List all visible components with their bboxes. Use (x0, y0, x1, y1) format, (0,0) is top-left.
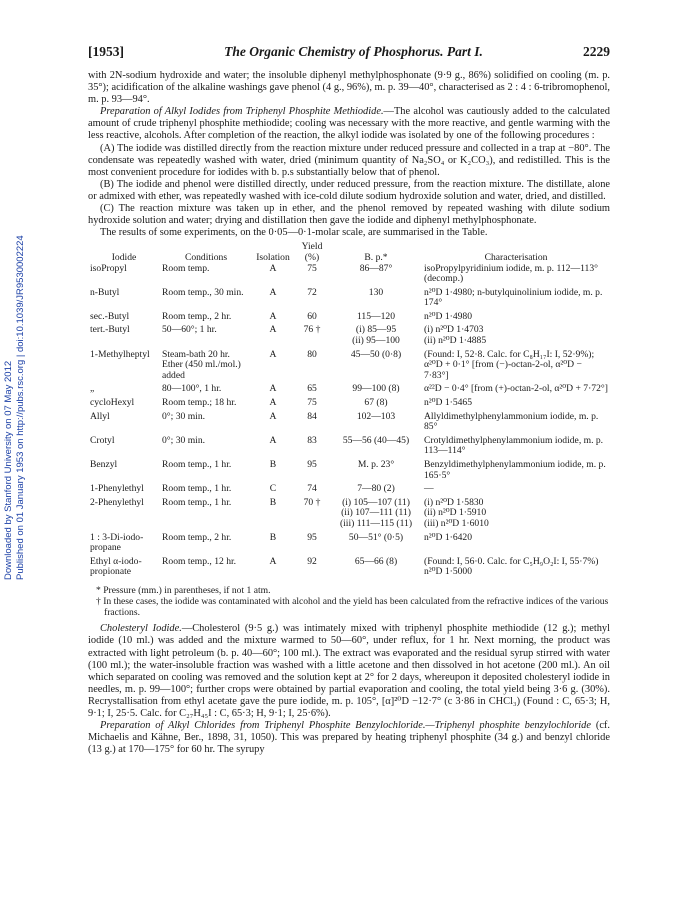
table-cell: tert.-Butyl (90, 324, 130, 336)
table-cell: A (269, 348, 277, 360)
table-cell: A (269, 310, 277, 322)
table-cell: 76 † (303, 324, 321, 336)
table-header-row (88, 242, 610, 263)
table-cell: Room temp., 2 hr. (162, 310, 232, 322)
journal-page (88, 46, 610, 756)
table-cell: 115—120 (356, 310, 396, 322)
table-row (88, 436, 610, 460)
benzyl-paragraph (88, 720, 610, 756)
table-cell: A (269, 434, 277, 446)
doi-link[interactable]: Published on 01 January 1953 on http://pubs.rsc.org | doi:10.1039/JR9530002224 (15, 235, 26, 580)
cholesteryl-paragraph (88, 623, 610, 720)
table-cell: 65 (307, 383, 317, 395)
table-cell: Room temp., 1 hr. (162, 496, 232, 508)
results-table (88, 242, 610, 581)
table-row (88, 412, 610, 436)
table-cell: 83 (307, 434, 317, 446)
cholesteryl-heading: Cholesteryl Iodide. (100, 623, 182, 635)
table-cell: 102—103 (356, 410, 396, 422)
table-cell: (Found: I, 52·8. Calc. for C₈H₁₇I: I, 52·9%); α²⁰D + 0·1° [from (−)-octan-2-ol, α²⁰D − 7·83°] (424, 348, 595, 381)
table-cell: 7—80 (2) (357, 483, 395, 495)
table-cell: A (269, 397, 277, 409)
table-cell: 2-Phenylethyl (90, 496, 144, 508)
table-cell: 70 † (303, 496, 321, 508)
prep-paragraph (88, 106, 610, 142)
table-row (88, 384, 610, 398)
procedure-c: (C) The reaction mixture was taken up in ether, and the phenol removed by repeated washing with dilute sodium hydroxide solution and water; drying and distillation then gave the iodide and diphenyl methylphosphonate. (88, 203, 610, 227)
table-row (88, 325, 610, 349)
table-cell: n²⁰D 1·4980 (424, 310, 473, 322)
table-cell: Room temp., 30 min. (162, 286, 244, 298)
prep-heading: Preparation of Alkyl Iodides from Triphenyl Phosphite Methiodide. (100, 106, 384, 118)
table-cell: B (269, 496, 277, 508)
table-cell: 95 (307, 531, 317, 543)
cholesteryl-text: —Cholesterol (9·5 g.) was intimately mixed with triphenyl phosphite methiodide (12 g.); methyl iodide (10 ml.) was added and the mixture warmed to 50—60°, under reflux, for 1 hr. Next morning, the product was extracted with light petroleum (b. p. 40—60°; 100 ml.). The extract was evaporated and the residual syrup stirred with water (100 ml.); the water-insoluble fraction was washed with a little acetone and then dissolved in hot acetone (200 ml.). An oil which separated on cooling was removed and the solution kept at 2° for 2 days, whereupon it deposited cholesteryl iodide in needles, m. p. 99—100°; further crops were obtained by partial evaporation and cooling, the total yield being 3·6 g. (30%). Recrystallisation from ethyl acetate gave the pure iodide, m. p. 105°, [α]²⁰D −12·7° (c 3·86 in CHCl₃) (Found : C, 65·3; H, 9·1; I, 25·5. Calc. for C₂₇H₄₅I : C, 65·3; H, 9·1; I, 25·6%). (88, 623, 610, 719)
header-year: [1953] (88, 44, 124, 59)
table-cell: 1-Phenylethyl (90, 483, 144, 495)
table-cell: A (269, 324, 277, 336)
table-cell: 75 (307, 397, 317, 409)
table-cell: α²²D − 0·4° [from (+)-octan-2-ol, α²⁰D + 7·72°] (424, 383, 608, 395)
table-cell: Room temp., 2 hr. (162, 531, 232, 543)
table-cell: Room temp., 1 hr. (162, 459, 232, 470)
table-cell: 72 (307, 286, 317, 298)
table-cell: M. p. 23° (357, 459, 395, 470)
table-cell: 130 (368, 286, 384, 298)
table-row (88, 312, 610, 326)
table-cell: Room temp. (162, 262, 210, 274)
table-cell: 50—51° (0·5) (348, 531, 404, 543)
table-cell: 75 (307, 262, 317, 274)
header-page-number: 2229 (582, 44, 610, 59)
table-cell: (i) n²⁰D 1·4703 (ii) n²⁰D 1·4885 (424, 324, 487, 347)
table-cell: (i) 105—107 (11) (ii) 107—111 (11) (iii) 111—115 (11) (339, 496, 413, 529)
table-cell: 95 (307, 459, 317, 470)
table-cell: 50—60°; 1 hr. (162, 324, 217, 336)
header-title: The Organic Chemistry of Phosphorus. Part I. (224, 44, 483, 59)
table-cell: 99—100 (8) (352, 383, 400, 395)
table-cell: 45—50 (0·8) (350, 348, 402, 360)
table-cell: 1 : 3-Di-iodo-propane (90, 531, 144, 554)
table-cell: — (424, 483, 434, 495)
table-cell: Room temp., 12 hr. (162, 555, 237, 567)
table-cell: 84 (307, 410, 317, 422)
table-cell: A (269, 410, 277, 422)
table-row (88, 288, 610, 312)
table-cell: B (269, 459, 277, 470)
table-cell: Allyl (90, 410, 110, 422)
table-cell: A (269, 383, 277, 395)
table-row (88, 557, 610, 581)
table-cell: 80 (307, 348, 317, 360)
table-cell: 92 (307, 555, 317, 567)
table-row (88, 460, 610, 484)
col-header: Conditions (184, 251, 228, 263)
table-cell: 86—87° (359, 262, 393, 274)
col-header: Isolation (256, 251, 290, 263)
table-notes (96, 586, 610, 618)
table-cell: (i) 85—95 (ii) 95—100 (352, 324, 400, 347)
col-header: B. p.* (364, 251, 388, 263)
table-row (88, 533, 610, 557)
table-cell: A (269, 262, 277, 274)
table-cell: n²⁰D 1·4980; n-butylquinolinium iodide, m. p. 174° (424, 286, 603, 309)
table-cell: 67 (8) (364, 397, 388, 409)
results-paragraph: The results of some experiments, on the 0·05—0·1-molar scale, are summarised in the Table. (100, 227, 488, 239)
table-cell: isoPropylpyridinium iodide, m. p. 112—113° (decomp.) (424, 262, 598, 285)
table-cell: „ (90, 383, 95, 395)
running-header (88, 46, 610, 70)
table-cell: 1-Methylheptyl (90, 348, 150, 360)
download-notice: Downloaded by Stanford University on 07 May 2012 (3, 360, 14, 580)
col-header: Yield (%) (301, 241, 323, 263)
table-row (88, 498, 610, 533)
col-header: Iodide (111, 251, 137, 263)
table-cell: 74 (307, 483, 317, 495)
download-watermark (0, 150, 30, 580)
table-cell: Steam-bath 20 hr. Ether (450 ml./mol.) added (162, 348, 241, 381)
table-cell: (i) n²⁰D 1·5830 (ii) n²⁰D 1·5910 (iii) n²⁰D 1·6010 (424, 496, 489, 529)
table-cell: sec.-Butyl (90, 310, 130, 322)
table-cell: Benzyldimethylphenylammonium iodide, m. p. 165·5° (424, 459, 606, 481)
table-cell: (Found: I, 56·0. Calc. for C₅H₉O₂I: I, 55·7%) n²⁰D 1·5000 (424, 555, 599, 578)
table-cell: Allyldimethylphenylammonium iodide, m. p. 85° (424, 410, 599, 433)
col-header: Characterisation (484, 251, 548, 263)
benzyl-text: (cf. Michaelis and Kähne, Ber., 1898, 31, 1050). This was prepared by heating triphenyl phosphite (34 g.) and benzyl chloride (13 g.) at 170—175° for 60 hr. The syrupy (88, 720, 610, 756)
table-cell: isoPropyl (90, 262, 127, 274)
table-row (88, 398, 610, 412)
table-row (88, 350, 610, 385)
table-row (88, 484, 610, 498)
table-cell: A (269, 286, 277, 298)
table-cell: C (269, 483, 277, 495)
table-cell: 80—100°, 1 hr. (162, 383, 222, 395)
table-cell: n²⁰D 1·5465 (424, 397, 473, 409)
table-cell: 55—56 (40—45) (342, 434, 410, 446)
table-row (88, 264, 610, 288)
procedure-b: (B) The iodide and phenol were distilled directly, under reduced pressure, from the reaction mixture. The distillate, alone or admixed with ether, was repeatedly washed with ice-cold dilute sodium hydroxide solution and water, dried, and distilled. (88, 178, 610, 202)
table-cell: n-Butyl (90, 286, 120, 298)
benzyl-heading: Preparation of Alkyl Chlorides from Triphenyl Phosphite Benzylochloride.—Triphenyl phosphite benzylochloride (100, 720, 591, 732)
table-cell: Room temp.; 18 hr. (162, 397, 237, 409)
table-cell: cycloHexyl (90, 397, 135, 409)
prep-text: —The alcohol was cautiously added to the calculated amount of crude triphenyl phosphite methiodide; cooling was necessary with the more reactive, and gentle warming with the less reactive, alcohols. After completion of the reaction, the alkyl iodide was isolated by one of the following procedures : (88, 106, 610, 142)
intro-paragraph: with 2N-sodium hydroxide and water; the insoluble diphenyl methylphosphonate (9·9 g., 86%) solidified on cooling (m. p. 35°); acidification of the alkaline washings gave phenol (4 g., 96%), m. p. 39—40°, characterised as 2 : 4 : 6-tribromophenol, m. p. 93—94°. (88, 70, 610, 106)
table-cell: 60 (307, 310, 317, 322)
footnote-contamination: † In these cases, the iodide was contaminated with alcohol and the yield has been calculated from the refractive indices of the various fractions. (96, 595, 609, 618)
table-cell: B (269, 531, 277, 543)
procedure-a: (A) The iodide was distilled directly from the reaction mixture under reduced pressure and collected in a trap at −80°. The condensate was repeatedly washed with water, dried (minimum quantity of Na₂SO₄ or K₂CO₃), and redistilled. This is the most convenient procedure for iodides with b. p.s substantially below that of phenol. (88, 142, 610, 178)
table-cell: 0°; 30 min. (162, 410, 206, 422)
table-cell: Ethyl α-iodo-propionate (90, 555, 142, 578)
table-cell: Room temp., 1 hr. (162, 483, 232, 495)
table-cell: Crotyldimethylphenylammonium iodide, m. p. 113—114° (424, 434, 604, 457)
table-cell: 0°; 30 min. (162, 434, 206, 446)
table-cell: 65—66 (8) (354, 555, 398, 567)
table-cell: Benzyl (90, 459, 118, 470)
table-cell: n²⁰D 1·6420 (424, 531, 473, 543)
footnote-pressure: * Pressure (mm.) in parentheses, if not 1 atm. (96, 584, 271, 596)
table-cell: Crotyl (90, 434, 115, 446)
table-cell: A (269, 555, 277, 567)
